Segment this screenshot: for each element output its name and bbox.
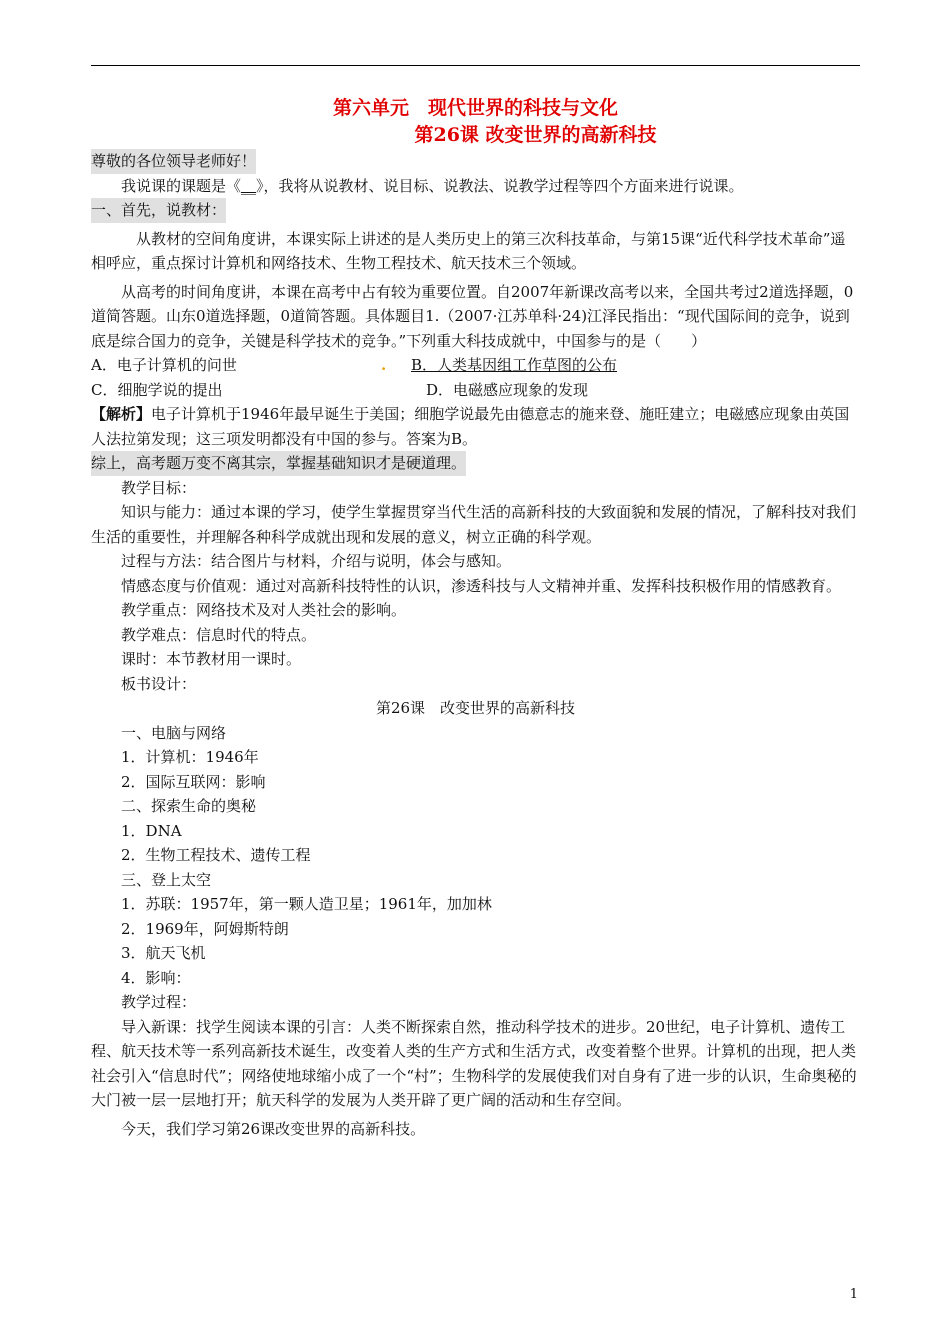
process-heading: 教学过程： <box>121 993 197 1011</box>
section-heading-textbook: 一、首先，说教材： <box>91 198 226 223</box>
option-b: B．人类基因组工作草图的公布 <box>411 356 618 374</box>
goals-heading: 教学目标： <box>121 478 197 497</box>
board-line: 1．DNA <box>121 821 182 840</box>
board-line: 二、探索生命的奥秘 <box>121 797 257 815</box>
options-row-1 <box>91 353 860 378</box>
options-row-2 <box>91 378 860 403</box>
option-a: A．电子计算机的问世 <box>91 356 237 374</box>
page-number: 1 <box>849 1287 858 1302</box>
goal-knowledge: 知识与能力：通过本课的学习，使学生掌握贯穿当代生活的高新科技的大致面貌和发展的情况，了解科技对我们生活的重要性，并理解各种科学成就出现和发展的意义，树立正确的科学观。 <box>91 503 857 546</box>
space-paragraph: 从教材的空间角度讲，本课实际上讲述的是人类历史上的第三次科技革命，与第15课“近代科学技术革命”遥相呼应，重点探讨计算机和网络技术、生物工程技术、航天技术三个领域。 <box>91 229 846 272</box>
greeting: 尊敬的各位领导老师好！ <box>91 149 256 174</box>
hours: 课时：本节教材用一课时。 <box>121 650 302 668</box>
topic-blank: __ <box>241 176 257 195</box>
difficulty: 教学难点：信息时代的特点。 <box>121 625 317 644</box>
intro-lesson: 导入新课：找学生阅读本课的引言：人类不断探索自然，推动科学技术的进步。20世纪，电子计算机、遗传工程、航天技术等一系列高新技术诞生，改变着人类的生产方式和生活方式，改变着整个世界。计算机的出现，把人类社会引入“信息时代”；网络使地球缩小成了一个“村”；生物科学的发展使我们对自身有了进一步的认识，生命奥秘的大门被一层一层地打开；航天科学的发展为人类开辟了更广阔的活动和生存空间。 <box>91 1017 857 1109</box>
board-line: 3．航天飞机 <box>121 944 206 962</box>
header-rule <box>91 65 860 66</box>
board-line: 4．影响： <box>121 968 191 987</box>
board-line: 1．计算机：1946年 <box>121 748 259 766</box>
unit-title: 第六单元 现代世界的科技与文化 <box>332 97 618 119</box>
today-paragraph: 今天，我们学习第26课改变世界的高新科技。 <box>121 1119 426 1138</box>
board-line: 1．苏联：1957年，第一颗人造卫星；1961年，加加林 <box>121 895 492 913</box>
option-d: D．电磁感应现象的发现 <box>426 380 589 399</box>
board-heading: 板书设计： <box>121 674 197 693</box>
key-point: 教学重点：网络技术及对人类社会的影响。 <box>121 601 407 619</box>
document-page <box>91 95 860 1141</box>
board-title: 第26课 改变世界的高新科技 <box>375 699 576 717</box>
goal-emotion: 情感态度与价值观：通过对高新科技特性的认识，渗透科技与人文精神并重、发挥科技积极作用的情感教育。 <box>121 576 842 595</box>
marker-dot: . <box>381 356 387 374</box>
lesson-title: 第26课 改变世界的高新科技 <box>414 124 657 146</box>
analysis-tag: 【解析】 <box>91 405 152 423</box>
intro-paragraph <box>91 174 860 199</box>
summary: 综上，高考题万变不离其宗，掌握基础知识才是硬道理。 <box>91 451 466 476</box>
board-line: 三、登上太空 <box>121 870 212 889</box>
analysis-paragraph <box>91 402 860 451</box>
intro-pre: 我说课的课题是《 <box>121 176 242 195</box>
board-line: 2．国际互联网：影响 <box>121 772 266 791</box>
time-paragraph: 从高考的时间角度讲，本课在高考中占有较为重要位置。自2007年新课改高考以来，全国共考过2道选择题，0道简答题。山东0道选择题，0道简答题。具体题目1.（2007·江苏单科·24)江泽民指出：“现代国际间的竞争，说到底是综合国力的竞争，关键是科学技术的竞争。”下列重大科技成就中，中国参与的是（ ） <box>91 282 854 350</box>
board-line: 一、电脑与网络 <box>121 723 227 742</box>
board-line: 2．1969年，阿姆斯特朗 <box>121 919 289 938</box>
option-c: C．细胞学说的提出 <box>91 380 223 399</box>
goal-process: 过程与方法：结合图片与材料，介绍与说明，体会与感知。 <box>121 552 512 570</box>
board-line: 2．生物工程技术、遗传工程 <box>121 846 311 864</box>
analysis-text: 电子计算机于1946年最早诞生于美国；细胞学说最先由德意志的施来登、施旺建立；电磁感应现象由英国人法拉第发现；这三项发明都没有中国的参与。答案为B。 <box>91 405 850 448</box>
intro-post: 》，我将从说教材、说目标、说教法、说教学过程等四个方面来进行说课。 <box>256 176 744 195</box>
